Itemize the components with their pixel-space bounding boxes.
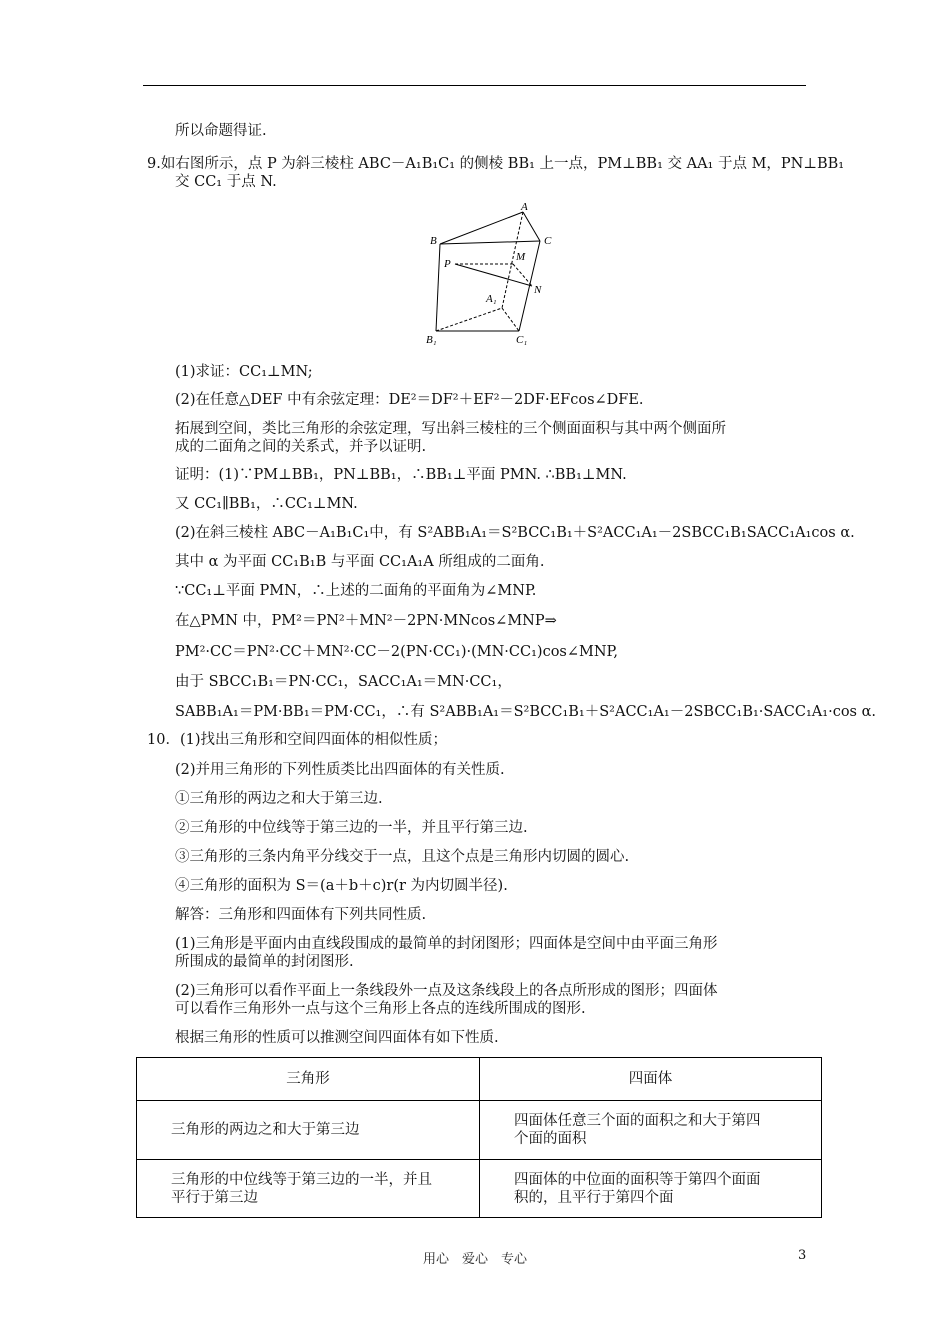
- page-footer: 用心 爱心 专心: [422, 1252, 527, 1267]
- text-line: 在△PMN 中，PM²＝PN²＋MN²－2PN·MNcos∠MNP⇒: [175, 613, 557, 629]
- table-row: [137, 1160, 822, 1218]
- problem-10-statement: 10．(1)找出三角形和空间四面体的相似性质；: [147, 732, 447, 748]
- text-line: ④三角形的面积为 S＝(a＋b＋c)r(r 为内切圆半径).: [175, 878, 508, 894]
- label-m: M: [516, 251, 526, 263]
- edge-ba: [440, 212, 523, 244]
- text-line: 根据三角形的性质可以推测空间四面体有如下性质.: [175, 1030, 499, 1046]
- text-line: 由于 SBCC₁B₁＝PN·CC₁，SACC₁A₁＝MN·CC₁，: [175, 674, 512, 690]
- text-line: (2)在任意△DEF 中有余弦定理：DE²＝DF²＋EF²－2DF·EFcos∠DFE.: [175, 392, 644, 408]
- label-b1: B₁: [426, 334, 437, 346]
- text-line: 又 CC₁∥BB₁，∴CC₁⊥MN.: [175, 496, 358, 512]
- problem-9-statement: 9.如右图所示，点 P 为斜三棱柱 ABC－A₁B₁C₁ 的侧棱 BB₁ 上一点，PM⊥BB₁ 交 AA₁ 于点 M，PN⊥BB₁: [147, 156, 845, 172]
- table-cell: 四面体任意三个面的面积之和大于第四 个面的面积: [480, 1101, 822, 1160]
- text-line: 交 CC₁ 于点 N.: [175, 174, 277, 190]
- edge-a1c1: [502, 308, 519, 331]
- text-line: ②三角形的中位线等于第三边的一半，并且平行第三边.: [175, 820, 528, 836]
- text-line: 其中 α 为平面 CC₁B₁B 与平面 CC₁A₁A 所组成的二面角.: [175, 554, 545, 570]
- text-line: (2)并用三角形的下列性质类比出四面体的有关性质.: [175, 762, 505, 778]
- table-header-row: [137, 1058, 822, 1101]
- page-number: 3: [798, 1248, 807, 1263]
- label-a: A: [521, 201, 528, 213]
- table-cell: 四面体的中位面的面积等于第四个面面 积的，且平行于第四个面: [480, 1160, 822, 1218]
- segment-pn: [455, 264, 532, 286]
- table-header-cell: 三角形: [137, 1058, 480, 1101]
- text-line: ∵CC₁⊥平面 PMN，∴上述的二面角的平面角为∠MNP.: [175, 583, 537, 599]
- label-c: C: [544, 235, 552, 247]
- text-line: (1)求证：CC₁⊥MN;: [175, 364, 313, 380]
- label-a1: A₁: [486, 293, 497, 305]
- text-line: 可以看作三角形外一点与这个三角形上各点的连线所围成的图形.: [175, 1001, 586, 1017]
- text-line: 所围成的最简单的封闭图形.: [175, 954, 354, 970]
- label-n: N: [534, 284, 542, 296]
- edge-ac: [523, 212, 540, 241]
- table-header-cell: 四面体: [480, 1058, 822, 1101]
- text-line: (1)三角形是平面内由直线段围成的最简单的封闭图形；四面体是空间中由平面三角形: [175, 936, 718, 952]
- table-cell: 三角形的中位线等于第三边的一半，并且 平行于第三边: [137, 1160, 480, 1218]
- table-row: [137, 1101, 822, 1160]
- header-rule: [143, 85, 806, 86]
- text-line: 所以命题得证.: [175, 123, 267, 139]
- label-c1: C₁: [516, 334, 528, 346]
- text-line: 拓展到空间，类比三角形的余弦定理，写出斜三棱柱的三个侧面面积与其中两个侧面所: [175, 421, 726, 437]
- text-line: ③三角形的三条内角平分线交于一点，且这个点是三角形内切圆的圆心.: [175, 849, 630, 865]
- label-p: P: [444, 258, 451, 270]
- text-line: ①三角形的两边之和大于第三边.: [175, 791, 383, 807]
- comparison-table: [136, 1057, 822, 1218]
- edge-b1a1: [436, 308, 502, 331]
- text-line: (2)在斜三棱柱 ABC－A₁B₁C₁中，有 S²ABB₁A₁＝S²BCC₁B₁＋S²ACC₁A₁－2SBCC₁B₁SACC₁A₁cos α.: [175, 525, 855, 541]
- table-cell: 三角形的两边之和大于第三边: [137, 1101, 480, 1160]
- text-line: (2)三角形可以看作平面上一条线段外一点及这条线段上的各点所形成的图形；四面体: [175, 983, 718, 999]
- text-line: 成的二面角之间的关系式，并予以证明.: [175, 439, 427, 455]
- text-line: 证明：(1)∵PM⊥BB₁，PN⊥BB₁，∴BB₁⊥平面 PMN. ∴BB₁⊥MN.: [175, 467, 627, 483]
- text-line: SABB₁A₁＝PM·BB₁＝PM·CC₁，∴有 S²ABB₁A₁＝S²BCC₁B₁＋S²ACC₁A₁－2SBCC₁B₁·SACC₁A₁·cos α.: [175, 704, 877, 720]
- edge-bb1: [436, 244, 440, 331]
- label-b: B: [430, 235, 437, 247]
- prism-figure: [420, 200, 570, 350]
- text-line: 解答：三角形和四面体有下列共同性质.: [175, 907, 427, 923]
- text-line: PM²·CC＝PN²·CC＋MN²·CC－2(PN·CC₁)·(MN·CC₁)cos∠MNP,: [175, 644, 618, 660]
- segment-mn: [513, 264, 532, 286]
- edge-bc: [440, 241, 540, 244]
